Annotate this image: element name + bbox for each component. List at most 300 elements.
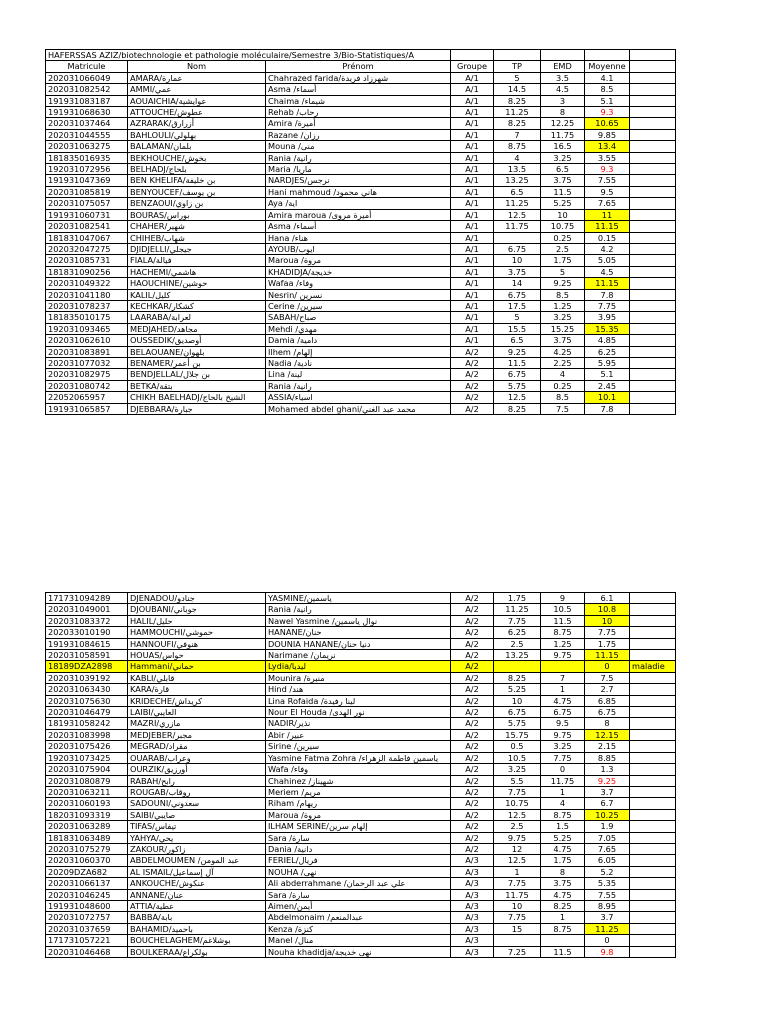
- table-row: [46, 129, 676, 140]
- prenom-cell: Nadia /نادية: [266, 357, 451, 368]
- matricule-cell: 202031075904: [46, 764, 128, 775]
- note-cell: [630, 335, 676, 346]
- tp-cell: 7.25: [494, 946, 541, 957]
- table-row: [46, 243, 676, 254]
- matricule-cell: 191931083187: [46, 95, 128, 106]
- matricule-cell: 202031037464: [46, 118, 128, 129]
- matricule-cell: 202031080879: [46, 775, 128, 786]
- tp-cell: 5: [494, 312, 541, 323]
- table-row: [46, 889, 676, 900]
- matricule-cell: 202031082975: [46, 369, 128, 380]
- note-cell: [630, 832, 676, 843]
- matricule-cell: 202031075279: [46, 843, 128, 854]
- groupe-cell: A/1: [451, 107, 494, 118]
- groupe-cell: A/2: [451, 764, 494, 775]
- table-row: [46, 300, 676, 311]
- groupe-cell: A/1: [451, 175, 494, 186]
- matricule-cell: 202031063211: [46, 786, 128, 797]
- nom-cell: ROUGAB/روقاب: [128, 786, 266, 797]
- note-cell: [630, 786, 676, 797]
- emd-cell: 7.5: [541, 403, 585, 414]
- emd-cell: 4.75: [541, 695, 585, 706]
- prenom-cell: Lina /لينة: [266, 369, 451, 380]
- nom-cell: BEKHOUCHE/بخوش: [128, 152, 266, 163]
- note-cell: [630, 221, 676, 232]
- emd-cell: 11.5: [541, 186, 585, 197]
- moyenne-cell: 9.3: [585, 164, 630, 175]
- groupe-cell: A/1: [451, 266, 494, 277]
- nom-cell: HAOUCHINE/حوشين: [128, 278, 266, 289]
- matricule-cell: 20209DZA682: [46, 866, 128, 877]
- groupe-cell: A/3: [451, 900, 494, 911]
- nom-cell: BOURAS/بوراس: [128, 209, 266, 220]
- tp-cell: 7: [494, 129, 541, 140]
- nom-cell: BAHAMID/باحميد: [128, 923, 266, 934]
- moyenne-cell: 10.8: [585, 604, 630, 615]
- tp-cell: 3.75: [494, 266, 541, 277]
- title-row: [46, 50, 676, 61]
- note-cell: [630, 729, 676, 740]
- prenom-cell: Ilhem /إلهام: [266, 346, 451, 357]
- tp-cell: 8.25: [494, 95, 541, 106]
- tp-cell: 11.25: [494, 107, 541, 118]
- tp-cell: 7.75: [494, 912, 541, 923]
- moyenne-cell: 0.15: [585, 232, 630, 243]
- groupe-cell: A/2: [451, 821, 494, 832]
- table-row: [46, 323, 676, 334]
- moyenne-cell: 6.25: [585, 346, 630, 357]
- emd-cell: 9.5: [541, 718, 585, 729]
- nom-cell: AMARA/عمارة: [128, 72, 266, 83]
- note-cell: [630, 369, 676, 380]
- groupe-cell: A/2: [451, 798, 494, 809]
- note-cell: [630, 741, 676, 752]
- tp-cell: 5.75: [494, 380, 541, 391]
- note-cell: [630, 593, 676, 604]
- nom-cell: DJOUBANI/جوباني: [128, 604, 266, 615]
- table-row: [46, 369, 676, 380]
- groupe-cell: A/2: [451, 380, 494, 391]
- emd-cell: 3.25: [541, 741, 585, 752]
- matricule-cell: 182031093319: [46, 809, 128, 820]
- table-row: [46, 312, 676, 323]
- note-cell: [630, 684, 676, 695]
- note-cell: [630, 946, 676, 957]
- groupe-cell: A/3: [451, 946, 494, 957]
- moyenne-cell: 7.55: [585, 889, 630, 900]
- table-row: [46, 198, 676, 209]
- nom-cell: BOULKERAA/بولكراع: [128, 946, 266, 957]
- matricule-cell: 202031046479: [46, 707, 128, 718]
- groupe-cell: A/2: [451, 357, 494, 368]
- groupe-cell: A/1: [451, 84, 494, 95]
- matricule-cell: 171731094289: [46, 593, 128, 604]
- tp-cell: 4: [494, 152, 541, 163]
- table-row: [46, 661, 676, 672]
- prenom-cell: NADIR/نذير: [266, 718, 451, 729]
- emd-cell: 9.75: [541, 729, 585, 740]
- note-cell: [630, 392, 676, 403]
- moyenne-cell: 9.85: [585, 129, 630, 140]
- note-cell: [630, 300, 676, 311]
- groupe-cell: A/1: [451, 232, 494, 243]
- emd-cell: 4.75: [541, 843, 585, 854]
- table-row: [46, 741, 676, 752]
- table-row: [46, 357, 676, 368]
- emd-cell: 8: [541, 107, 585, 118]
- groupe-cell: A/2: [451, 627, 494, 638]
- groupe-cell: A/1: [451, 335, 494, 346]
- emd-cell: 9.75: [541, 650, 585, 661]
- emd-cell: 2.5: [541, 243, 585, 254]
- moyenne-cell: 8.5: [585, 84, 630, 95]
- tp-cell: 13.25: [494, 650, 541, 661]
- matricule-cell: 202031075630: [46, 695, 128, 706]
- table-row: [46, 752, 676, 763]
- emd-cell: 9: [541, 593, 585, 604]
- tp-cell: [494, 661, 541, 672]
- moyenne-cell: 11: [585, 209, 630, 220]
- matricule-cell: 202031063275: [46, 141, 128, 152]
- note-cell: [630, 312, 676, 323]
- tp-cell: 10.5: [494, 752, 541, 763]
- matricule-cell: 202031075426: [46, 741, 128, 752]
- moyenne-cell: 2.45: [585, 380, 630, 391]
- groupe-cell: A/2: [451, 718, 494, 729]
- note-cell: [630, 718, 676, 729]
- moyenne-cell: 4.2: [585, 243, 630, 254]
- note-cell: [630, 695, 676, 706]
- tp-cell: 10: [494, 900, 541, 911]
- moyenne-cell: 5.1: [585, 369, 630, 380]
- matricule-cell: 202031085731: [46, 255, 128, 266]
- note-cell: [630, 615, 676, 626]
- note-cell: [630, 935, 676, 946]
- emd-cell: 4.5: [541, 84, 585, 95]
- tp-cell: 10.75: [494, 798, 541, 809]
- emd-cell: 11.75: [541, 775, 585, 786]
- table-row: [46, 638, 676, 649]
- note-cell: [630, 118, 676, 129]
- emd-cell: 3.5: [541, 72, 585, 83]
- moyenne-cell: 11.15: [585, 221, 630, 232]
- nom-cell: OUSSEDIK/أوصديق: [128, 335, 266, 346]
- column-header-row: [46, 61, 676, 72]
- prenom-cell: Rehab /رحاب: [266, 107, 451, 118]
- prenom-cell: Lina Rofaida /لينا رفيدة: [266, 695, 451, 706]
- col-header-matricule: Matricule: [46, 61, 128, 72]
- tp-cell: 6.25: [494, 627, 541, 638]
- prenom-cell: Maria /ماريا: [266, 164, 451, 175]
- groupe-cell: A/2: [451, 729, 494, 740]
- groupe-cell: A/2: [451, 661, 494, 672]
- matricule-cell: 181831090256: [46, 266, 128, 277]
- moyenne-cell: 2.15: [585, 741, 630, 752]
- matricule-cell: 202031078237: [46, 300, 128, 311]
- prenom-cell: Aimen/أيمن: [266, 900, 451, 911]
- tp-cell: 5.5: [494, 775, 541, 786]
- emd-cell: 4: [541, 369, 585, 380]
- prenom-cell: Manel /منال: [266, 935, 451, 946]
- table-row: [46, 684, 676, 695]
- matricule-cell: 191931068630: [46, 107, 128, 118]
- note-cell: [630, 141, 676, 152]
- matricule-cell: 202031075057: [46, 198, 128, 209]
- groupe-cell: A/2: [451, 346, 494, 357]
- emd-cell: 6.75: [541, 707, 585, 718]
- nom-cell: OURZIK/أورزيق: [128, 764, 266, 775]
- prenom-cell: NOUHA /نهى: [266, 866, 451, 877]
- prenom-cell: FERIEL/فريال: [266, 855, 451, 866]
- prenom-cell: DOUNIA HANANE/دنيا حنان: [266, 638, 451, 649]
- prenom-cell: Wafa /وفاء: [266, 764, 451, 775]
- matricule-cell: 202031046245: [46, 889, 128, 900]
- emd-cell: 3.75: [541, 878, 585, 889]
- matricule-cell: 202031049001: [46, 604, 128, 615]
- groupe-cell: A/2: [451, 403, 494, 414]
- table-row: [46, 923, 676, 934]
- moyenne-cell: 0: [585, 661, 630, 672]
- table-row: [46, 289, 676, 300]
- moyenne-cell: 6.05: [585, 855, 630, 866]
- groupe-cell: A/1: [451, 255, 494, 266]
- groupe-cell: A/2: [451, 741, 494, 752]
- moyenne-cell: 8.95: [585, 900, 630, 911]
- table-row: [46, 900, 676, 911]
- prenom-cell: Nour El Houda /نور الهدى: [266, 707, 451, 718]
- matricule-cell: 202031058591: [46, 650, 128, 661]
- matricule-cell: 202031039192: [46, 672, 128, 683]
- groupe-cell: A/3: [451, 866, 494, 877]
- emd-cell: 1.75: [541, 255, 585, 266]
- note-cell: [630, 209, 676, 220]
- groupe-cell: A/2: [451, 843, 494, 854]
- moyenne-cell: 1.75: [585, 638, 630, 649]
- moyenne-cell: 5.05: [585, 255, 630, 266]
- tp-cell: 2.5: [494, 638, 541, 649]
- tp-cell: 15: [494, 923, 541, 934]
- note-cell: [630, 650, 676, 661]
- tp-cell: 7.75: [494, 878, 541, 889]
- note-cell: [630, 232, 676, 243]
- moyenne-cell: 10: [585, 615, 630, 626]
- tp-cell: 8.25: [494, 672, 541, 683]
- groupe-cell: A/2: [451, 638, 494, 649]
- groupe-cell: A/1: [451, 289, 494, 300]
- tp-cell: 5: [494, 72, 541, 83]
- moyenne-cell: 11.15: [585, 650, 630, 661]
- nom-cell: KECHKAR/كشكار: [128, 300, 266, 311]
- note-cell: [630, 107, 676, 118]
- emd-cell: 4.75: [541, 889, 585, 900]
- nom-cell: Hammani/حماني: [128, 661, 266, 672]
- matricule-cell: 202031060193: [46, 798, 128, 809]
- prenom-cell: Nawel Yasmine /نوال ياسمين: [266, 615, 451, 626]
- note-cell: [630, 912, 676, 923]
- tp-cell: 11.25: [494, 604, 541, 615]
- table-row: [46, 729, 676, 740]
- matricule-cell: 202031062610: [46, 335, 128, 346]
- prenom-cell: Sara /سارة: [266, 832, 451, 843]
- matricule-cell: 202031046468: [46, 946, 128, 957]
- nom-cell: MEDJEBER/مجبر: [128, 729, 266, 740]
- nom-cell: MAZRI/مازري: [128, 718, 266, 729]
- prenom-cell: Sara /سارة: [266, 889, 451, 900]
- note-cell: [630, 821, 676, 832]
- note-cell: [630, 346, 676, 357]
- prenom-cell: Dania /دانية: [266, 843, 451, 854]
- matricule-cell: 192031073425: [46, 752, 128, 763]
- groupe-cell: A/2: [451, 369, 494, 380]
- matricule-cell: 202031060370: [46, 855, 128, 866]
- note-cell: [630, 255, 676, 266]
- tp-cell: 2.5: [494, 821, 541, 832]
- tp-cell: 9.25: [494, 346, 541, 357]
- note-cell: [630, 186, 676, 197]
- matricule-cell: 202031066049: [46, 72, 128, 83]
- matricule-cell: 202031041180: [46, 289, 128, 300]
- emd-cell: 0.25: [541, 232, 585, 243]
- emd-cell: 1.25: [541, 638, 585, 649]
- col-header-emd: EMD: [541, 61, 585, 72]
- grades-table-top: [45, 49, 676, 415]
- emd-cell: 5.25: [541, 198, 585, 209]
- table-row: [46, 878, 676, 889]
- groupe-cell: A/2: [451, 707, 494, 718]
- nom-cell: KARA/قارة: [128, 684, 266, 695]
- nom-cell: AL ISMAIL/آل إسماعيل: [128, 866, 266, 877]
- table-row: [46, 84, 676, 95]
- table-row: [46, 798, 676, 809]
- nom-cell: SAIBI/صايبي: [128, 809, 266, 820]
- nom-cell: AMMI/عمي: [128, 84, 266, 95]
- table-row: [46, 786, 676, 797]
- groupe-cell: A/2: [451, 786, 494, 797]
- tp-cell: 5.75: [494, 718, 541, 729]
- emd-cell: 16.5: [541, 141, 585, 152]
- moyenne-cell: 5.2: [585, 866, 630, 877]
- groupe-cell: A/3: [451, 923, 494, 934]
- matricule-cell: 202031085819: [46, 186, 128, 197]
- table-row: [46, 866, 676, 877]
- groupe-cell: A/2: [451, 392, 494, 403]
- table-row: [46, 278, 676, 289]
- matricule-cell: 192031093465: [46, 323, 128, 334]
- groupe-cell: A/1: [451, 221, 494, 232]
- nom-cell: ABDELMOUMEN /عبد المومن: [128, 855, 266, 866]
- moyenne-cell: 4.1: [585, 72, 630, 83]
- nom-cell: MEDJAHED/مجاهد: [128, 323, 266, 334]
- moyenne-cell: 7.65: [585, 843, 630, 854]
- nom-cell: YAHYA/يحي: [128, 832, 266, 843]
- note-cell: [630, 84, 676, 95]
- nom-cell: BOUCHELAGHEM/بوشلاغم: [128, 935, 266, 946]
- note-cell: [630, 923, 676, 934]
- emd-cell: 11.5: [541, 615, 585, 626]
- prenom-cell: Abdelmonaim /عبدالمنعم: [266, 912, 451, 923]
- note-cell: [630, 604, 676, 615]
- emd-cell: 0: [541, 764, 585, 775]
- emd-cell: 0.25: [541, 380, 585, 391]
- prenom-cell: Wafaa /وفاء: [266, 278, 451, 289]
- table-row: [46, 718, 676, 729]
- groupe-cell: A/3: [451, 889, 494, 900]
- table-row: [46, 672, 676, 683]
- prenom-cell: Cerine /سيرين: [266, 300, 451, 311]
- emd-cell: 11.5: [541, 946, 585, 957]
- prenom-cell: Asma /أسماء: [266, 221, 451, 232]
- nom-cell: LAARABA/لعرابة: [128, 312, 266, 323]
- note-cell: [630, 672, 676, 683]
- table-row: [46, 346, 676, 357]
- nom-cell: AOUAICHIA/عوايشية: [128, 95, 266, 106]
- matricule-cell: 202032047275: [46, 243, 128, 254]
- table-row: [46, 912, 676, 923]
- nom-cell: CHIHEB/شهاب: [128, 232, 266, 243]
- moyenne-cell: 5.35: [585, 878, 630, 889]
- note-cell: [630, 855, 676, 866]
- tp-cell: 6.75: [494, 707, 541, 718]
- matricule-cell: 202031049322: [46, 278, 128, 289]
- groupe-cell: A/2: [451, 650, 494, 661]
- emd-cell: 1.75: [541, 855, 585, 866]
- note-cell: [630, 380, 676, 391]
- table-row: [46, 221, 676, 232]
- prenom-cell: KHADIDJA/خديجة: [266, 266, 451, 277]
- table-row: [46, 266, 676, 277]
- prenom-cell: Yasmine Fatma Zohra /ياسمين فاطمة الزهراء: [266, 752, 451, 763]
- note-cell: [630, 403, 676, 414]
- matricule-cell: 181831047067: [46, 232, 128, 243]
- matricule-cell: 171731057221: [46, 935, 128, 946]
- nom-cell: BENYOUCEF/بن يوسف: [128, 186, 266, 197]
- tp-cell: 14.5: [494, 84, 541, 95]
- note-cell: [630, 152, 676, 163]
- matricule-cell: 191931060731: [46, 209, 128, 220]
- col-header-tp: TP: [494, 61, 541, 72]
- note-cell: [630, 889, 676, 900]
- matricule-cell: 192031072956: [46, 164, 128, 175]
- groupe-cell: A/1: [451, 278, 494, 289]
- moyenne-cell: 8: [585, 718, 630, 729]
- nom-cell: BELAOUANE/بلهوان: [128, 346, 266, 357]
- table-row: [46, 392, 676, 403]
- matricule-cell: 181835010175: [46, 312, 128, 323]
- matricule-cell: 181835016935: [46, 152, 128, 163]
- moyenne-cell: 7.8: [585, 289, 630, 300]
- note-cell: [630, 278, 676, 289]
- groupe-cell: A/2: [451, 684, 494, 695]
- nom-cell: HAMMOUCHI/حموشي: [128, 627, 266, 638]
- grades-table-bottom: [45, 592, 676, 958]
- table-row: [46, 186, 676, 197]
- table-row: [46, 809, 676, 820]
- tp-cell: 11.25: [494, 198, 541, 209]
- groupe-cell: A/1: [451, 243, 494, 254]
- note-cell: [630, 798, 676, 809]
- groupe-cell: A/1: [451, 152, 494, 163]
- tp-cell: 13.25: [494, 175, 541, 186]
- matricule-cell: 181931058242: [46, 718, 128, 729]
- moyenne-cell: 11.15: [585, 278, 630, 289]
- moyenne-cell: 10.1: [585, 392, 630, 403]
- tp-cell: 11.75: [494, 221, 541, 232]
- matricule-cell: 181831063489: [46, 832, 128, 843]
- prenom-cell: Hana /هناء: [266, 232, 451, 243]
- table-row: [46, 335, 676, 346]
- prenom-cell: Maroua /مروة: [266, 255, 451, 266]
- emd-cell: 10: [541, 209, 585, 220]
